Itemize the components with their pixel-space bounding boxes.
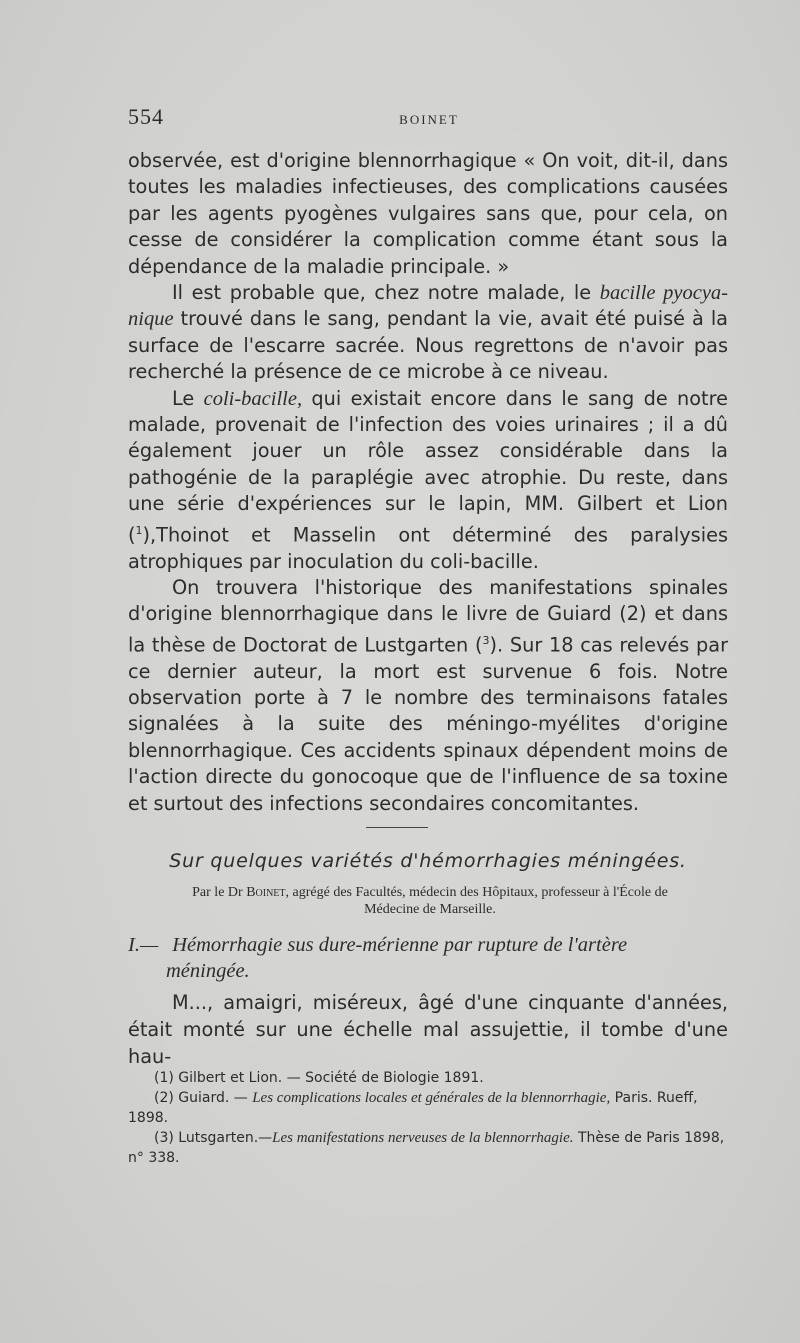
case-paragraph: M..., amaigri, miséreux, âgé d'une cinquante d'années, était monté sur une échelle mal assujettie, il tombe d'une hau- (128, 991, 728, 1068)
byline-author: Boinet (246, 885, 286, 900)
byline-prefix: Par le Dr (192, 885, 247, 900)
subsection-number: I.— (128, 934, 159, 956)
footnote-3-author: (3) Lutsgarten.— (154, 1130, 273, 1146)
footnote-3-title: Les manifestations nerveuses de la blennorrhagie. (272, 1130, 574, 1146)
footnote-2 (128, 1088, 728, 1128)
paragraph-1: observée, est d'origine blennorrhagique « On voit, dit-il, dans toutes les maladies infectieuses, des complications causées par les agents pyogènes vulgaires sans que, pour cela, on cesse de considérer la complication comme étant sous la dépendance de la maladie principale. » (128, 149, 728, 278)
subsection-title-line2: méningée. (166, 960, 250, 982)
subsection-heading (128, 932, 728, 984)
running-title: BOINET (399, 112, 459, 127)
main-text (128, 148, 728, 817)
footnotes (128, 1068, 728, 1168)
section-title: Sur quelques variétés d'hémorrhagies méningées. (169, 850, 687, 872)
page-header (128, 104, 730, 134)
page-number: 554 (128, 104, 164, 129)
footnote-3-detail: Thèse de Paris 1898, n° 338. (128, 1130, 725, 1166)
paragraph-2-start: Il est probable que, chez notre malade, le (172, 281, 600, 305)
byline (170, 884, 690, 918)
footnote-2-author: (2) Guiard. — (154, 1090, 253, 1106)
paragraph-4-end: ). Sur 18 cas relevés par ce dernier auteur, la mort est survenue 6 fois. Notre observation porte à 7 le nombre des terminaisons fatales signalées à la suite des méningo-myélites d'origine blennorrhagique. Ces accidents spinaux dépendent moins de l'action directe du gonocoque que de l'influence de sa toxine et surtout des infections secondaires concomitantes. (128, 633, 728, 815)
footnote-2-title: Les complications locales et générales de la blennorrhagie, (252, 1090, 611, 1106)
term-coli-bacille: coli-bacille, (203, 387, 303, 410)
paragraph-3 (128, 386, 728, 575)
paragraph-3-end: ),Thoinot et Masselin ont déterminé des paralysies atrophiques par inoculation du coli-bacille. (128, 523, 728, 573)
paragraph-2-end: trouvé dans le sang, pendant la vie, avait été puisé à la surface de l'escarre sacrée. Nous regrettons de n'avoir pas recherché la présence de ce microbe à ce niveau. (128, 307, 728, 384)
footnote-3 (128, 1128, 728, 1168)
paragraph-2 (128, 280, 728, 386)
section-divider (366, 827, 428, 828)
paragraph-3-start: Le (172, 386, 204, 410)
byline-suffix: , agrégé des Facultés, médecin des Hôpitaux, professeur à l'École de Médecine de Marseille. (285, 885, 668, 917)
paragraph-4 (128, 575, 728, 817)
paragraph-4-start: On trouvera l'historique des manifestations spinales d'origine blennorrhagique dans le livre de Guiard (2) et dans la thèse de Doctorat de Lustgarten ( (128, 575, 728, 657)
footnote-1: (1) Gilbert et Lion. — Société de Biologie 1891. (154, 1070, 484, 1086)
case-text (128, 989, 728, 1070)
footnote-ref-1: 1 (135, 523, 143, 537)
paragraph-3-mid: qui existait encore dans le sang de notre malade, provenait de l'infection des voies urinaires ; il a dû également jouer un rôle assez considérable dans la pathogénie de la paraplégie avec atrophie. Du reste, dans une série d'expériences sur le lapin, MM. Gilbert et Lion ( (128, 386, 728, 547)
subsection-title-line1: Hémorrhagie sus dure-mérienne par rupture de l'artère (172, 934, 628, 956)
footnote-ref-3: 3 (482, 633, 490, 647)
term-bacille-pyocyanique: bacille pyocya-nique (128, 282, 728, 331)
footnote-2-publisher: Paris. Rueff, 1898. (128, 1090, 698, 1126)
